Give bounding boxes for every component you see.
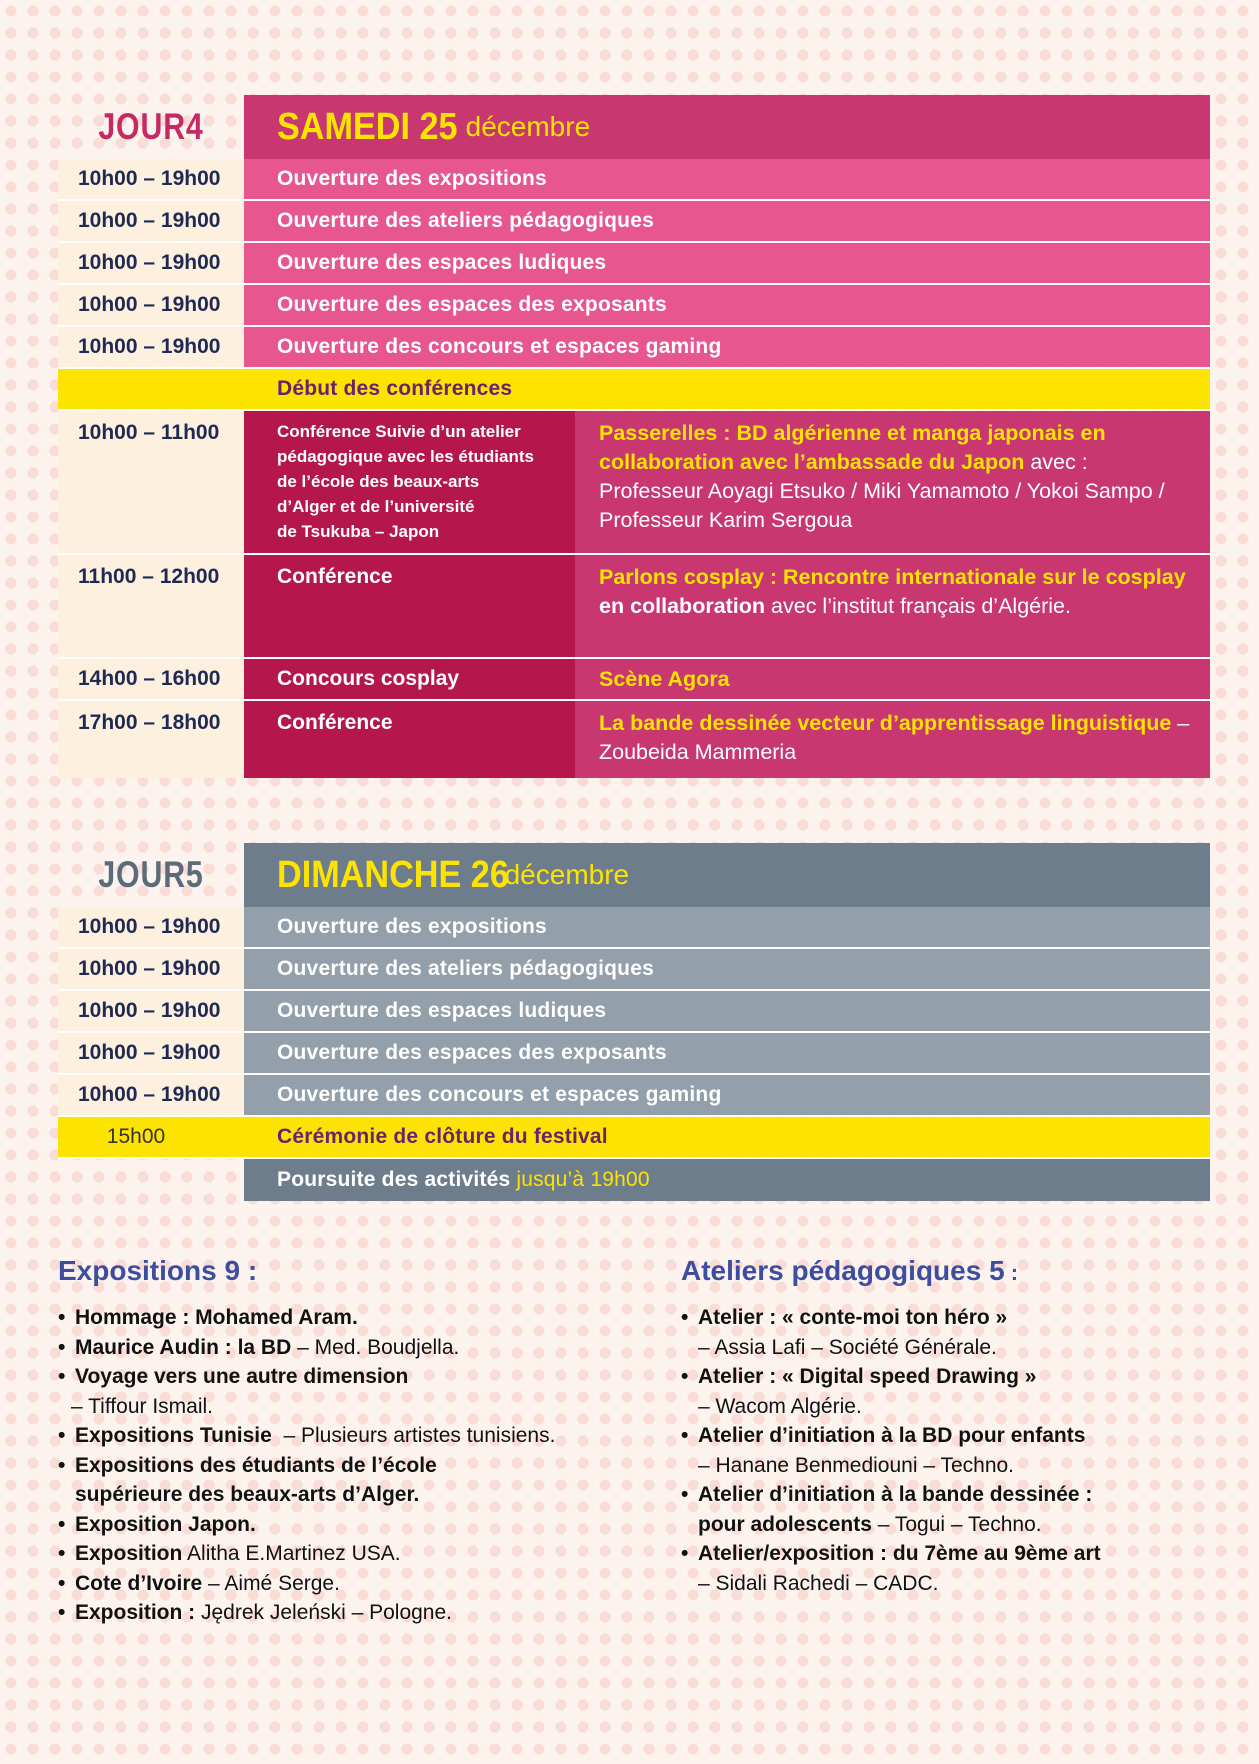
expositions-title-colon: :: [240, 1255, 258, 1286]
time-cell-empty: [58, 1159, 244, 1201]
list-item: [58, 1421, 681, 1451]
time-cell: 10h00 – 19h00: [58, 1033, 244, 1073]
time-cell: 17h00 – 18h00: [58, 701, 244, 778]
day4-row: [58, 285, 1210, 327]
activity-label: Ouverture des espaces ludiques: [244, 243, 1210, 283]
list-item: [58, 1362, 681, 1421]
time-cell: 10h00 – 19h00: [58, 285, 244, 325]
conference-title: Scène Agora: [599, 666, 730, 691]
day4-header: [58, 95, 1210, 159]
item-bold: Atelier d’initiation à la BD pour enfants: [698, 1424, 1086, 1447]
continuation-row: [58, 1159, 1210, 1201]
conference-row: [58, 701, 1210, 778]
item-bold: Expositions des étudiants de l’école supérieure des beaux-arts d’Alger.: [75, 1453, 437, 1506]
item-rest: – Plusieurs artistes tunisiens.: [271, 1424, 556, 1447]
list-item: [681, 1421, 1201, 1480]
continuation-text: Poursuite des activités: [277, 1168, 511, 1191]
activity-label: Ouverture des concours et espaces gaming: [244, 327, 1210, 367]
activity-label: Ouverture des expositions: [244, 907, 1210, 947]
item-bold: Maurice Audin : la BD: [75, 1335, 292, 1359]
conference-description: [575, 555, 1210, 657]
item-bold: Voyage vers une autre dimension: [75, 1365, 409, 1388]
conference-type: Concours cosplay: [244, 659, 575, 699]
conference-title: La bande dessinée vecteur d’apprentissage linguistique: [599, 711, 1172, 735]
activity-label: Ouverture des concours et espaces gaming: [244, 1075, 1210, 1115]
ateliers-list: [681, 1303, 1201, 1598]
time-cell: 10h00 – 19h00: [58, 907, 244, 947]
day4-row: [58, 243, 1210, 285]
conference-type-line: d’Alger et de l’université: [277, 497, 475, 516]
time-cell: 10h00 – 19h00: [58, 949, 244, 989]
conference-speaker: – Zoubeida Mammeria: [599, 711, 1190, 764]
item-rest: – Wacom Algérie.: [698, 1394, 862, 1418]
conference-title: Passerelles : BD algérienne et manga japonais en collaboration avec l’ambassade du Japon: [599, 421, 1106, 474]
item-rest: – Assia Lafi – Société Générale.: [698, 1335, 997, 1359]
time-cell: 10h00 – 19h00: [58, 201, 244, 241]
conferences-start-label: Début des conférences: [244, 369, 1210, 409]
conference-partner: avec l’institut français d’Algérie.: [765, 594, 1071, 618]
list-item: [58, 1303, 681, 1333]
conference-collab: en collaboration: [599, 594, 766, 618]
list-item: [681, 1362, 1201, 1421]
closing-time: 15h00: [58, 1117, 244, 1157]
list-item: [681, 1480, 1201, 1539]
item-rest: Alitha E.Martinez USA.: [182, 1542, 401, 1565]
conference-row: [58, 411, 1210, 555]
day4-row: [58, 201, 1210, 243]
conference-type: Conférence: [244, 555, 575, 657]
item-bold: Exposition :: [75, 1601, 196, 1624]
conference-type: Conférence: [244, 701, 575, 778]
activity-label: Ouverture des espaces des exposants: [244, 285, 1210, 325]
item-rest: – Sidali Rachedi – CADC.: [698, 1571, 939, 1595]
conference-row: [58, 659, 1210, 701]
ateliers-title-text: Ateliers pédagogiques 5: [681, 1255, 1005, 1286]
day4-day: SAMEDI 25: [277, 105, 458, 148]
conference-row: [58, 555, 1210, 659]
conference-speakers: avec : Professeur Aoyagi Etsuko / Miki Yamamoto / Yokoi Sampo / Professeur Karim Sergoua: [599, 450, 1165, 532]
list-item: [681, 1303, 1201, 1362]
day4-title: [244, 95, 1210, 159]
activity-label: Ouverture des ateliers pédagogiques: [244, 949, 1210, 989]
item-bold: Atelier : « Digital speed Drawing »: [698, 1365, 1037, 1388]
item-rest: – Aimé Serge.: [202, 1571, 340, 1595]
closing-label: Cérémonie de clôture du festival: [244, 1117, 1210, 1157]
activity-label: Ouverture des expositions: [244, 159, 1210, 199]
day5-row: [58, 1075, 1210, 1117]
time-cell-empty: [58, 369, 244, 409]
time-cell: 11h00 – 12h00: [58, 555, 244, 657]
day5-jour-label: JOUR5: [98, 854, 204, 895]
ateliers-title: [681, 1255, 1201, 1287]
day5-day: DIMANCHE 26: [277, 853, 509, 896]
item-bold: Atelier : « conte-moi ton héro »: [698, 1306, 1008, 1329]
conference-type-line: pédagogique avec les étudiants: [277, 447, 534, 466]
continuation-tail: jusqu’à 19h00: [516, 1168, 650, 1191]
ateliers-title-colon: :: [1004, 1260, 1019, 1285]
day5-row: [58, 991, 1210, 1033]
day4-schedule: [58, 95, 1210, 778]
list-item: [58, 1451, 681, 1510]
list-item: [58, 1539, 681, 1569]
continuation-label: [244, 1159, 1210, 1201]
item-rest: – Hanane Benmediouni – Techno.: [698, 1453, 1015, 1477]
time-cell: 10h00 – 19h00: [58, 1075, 244, 1115]
conference-description: [575, 411, 1210, 553]
item-rest: – Tiffour Ismail.: [71, 1394, 213, 1418]
item-bold: Expositions Tunisie: [75, 1424, 272, 1447]
ateliers-column: [681, 1255, 1201, 1628]
time-cell: 10h00 – 19h00: [58, 991, 244, 1031]
time-cell: 10h00 – 11h00: [58, 411, 244, 553]
day5-row: [58, 907, 1210, 949]
day4-row: [58, 159, 1210, 201]
item-bold: Atelier/exposition : du 7ème au 9ème art: [698, 1542, 1101, 1565]
item-rest: – Med. Boudjella.: [291, 1335, 460, 1359]
day5-header: [58, 843, 1210, 907]
item-rest: – Togui – Techno.: [871, 1512, 1042, 1536]
time-cell: 14h00 – 16h00: [58, 659, 244, 699]
list-item: [58, 1333, 681, 1363]
day4-jour-label: JOUR4: [98, 106, 204, 147]
list-item: [681, 1539, 1201, 1598]
item-rest: Jędrek Jeleński – Pologne.: [195, 1601, 452, 1624]
list-item: [58, 1569, 681, 1599]
item-bold: Cote d’Ivoire: [75, 1571, 203, 1595]
conference-description: [575, 701, 1210, 778]
day5-row: [58, 949, 1210, 991]
day4-month: décembre: [465, 111, 591, 142]
day5-row: [58, 1033, 1210, 1075]
list-item: [58, 1598, 681, 1628]
day5-schedule: [58, 843, 1210, 1201]
time-cell: 10h00 – 19h00: [58, 243, 244, 283]
conferences-start-row: [58, 369, 1210, 411]
item-bold: Atelier d’initiation à la bande dessinée : pour adolescents: [698, 1483, 1093, 1536]
item-bold: Hommage : Mohamed Aram.: [75, 1306, 358, 1329]
conference-type-line: Conférence Suivie d’un atelier: [277, 422, 521, 441]
program-lists: [58, 1255, 1218, 1628]
expositions-title-text: Expositions 9: [58, 1255, 241, 1286]
expositions-list: [58, 1303, 681, 1628]
time-cell: 10h00 – 19h00: [58, 327, 244, 367]
activity-label: Ouverture des espaces des exposants: [244, 1033, 1210, 1073]
day5-month: décembre: [504, 859, 630, 890]
day5-title: [244, 843, 1210, 907]
activity-label: Ouverture des espaces ludiques: [244, 991, 1210, 1031]
expositions-column: [58, 1255, 681, 1628]
conference-description: [575, 659, 1210, 699]
conference-type-line: de l’école des beaux-arts: [277, 472, 480, 491]
list-item: [58, 1510, 681, 1540]
expositions-title: [58, 1255, 681, 1287]
closing-ceremony-row: [58, 1117, 1210, 1159]
activity-label: Ouverture des ateliers pédagogiques: [244, 201, 1210, 241]
conference-type: [244, 411, 575, 553]
day4-row: [58, 327, 1210, 369]
time-cell: 10h00 – 19h00: [58, 159, 244, 199]
item-bold: Exposition Japon.: [75, 1512, 256, 1536]
item-bold: Exposition: [75, 1542, 183, 1565]
conference-title: Parlons cosplay : Rencontre internationale sur le cosplay: [599, 565, 1186, 589]
conference-type-line: de Tsukuba – Japon: [277, 522, 440, 541]
